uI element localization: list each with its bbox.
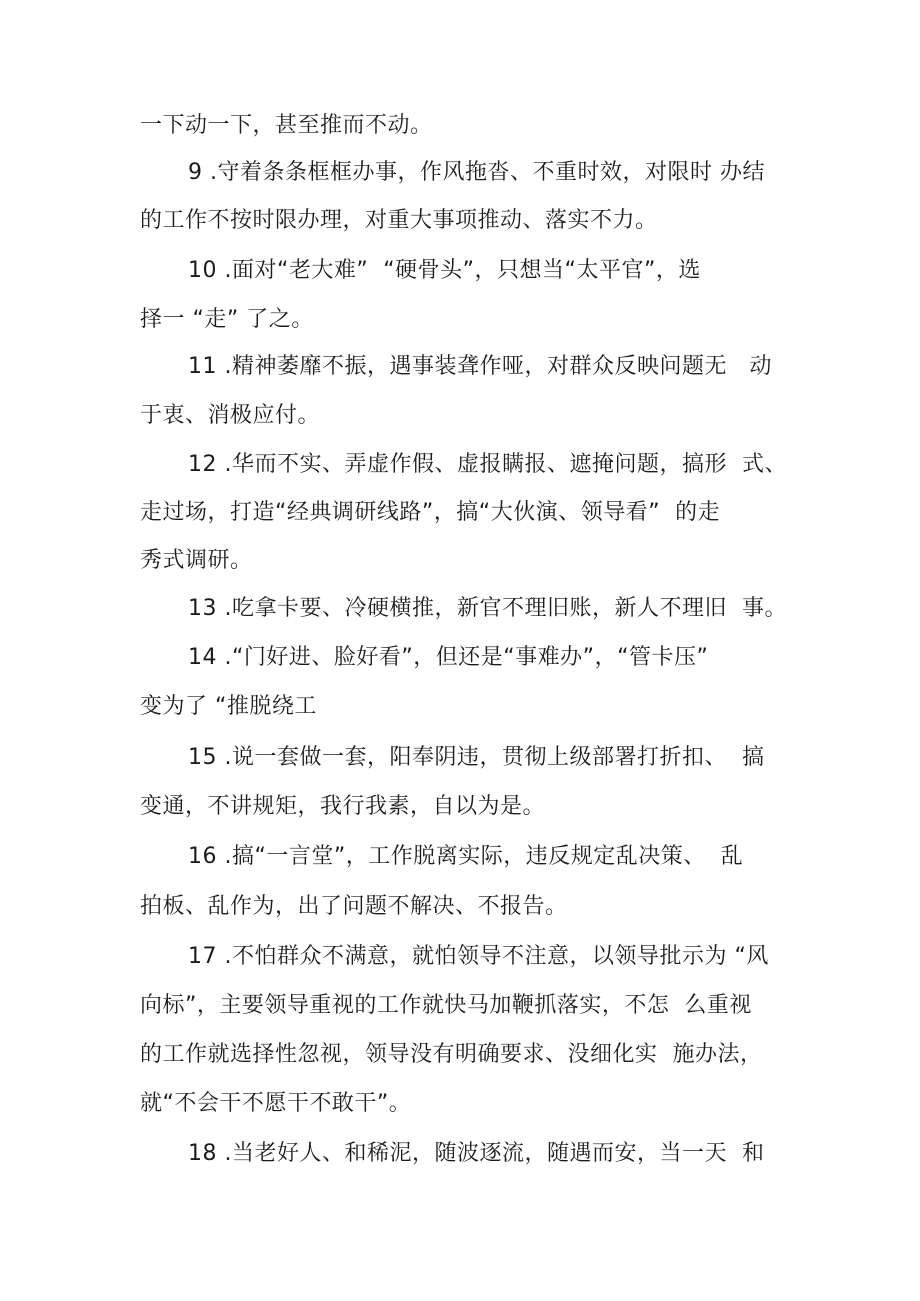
- text-line: 10 .面对“老大难” “硬骨头”，只想当“太平官”，选: [188, 258, 701, 283]
- text-line: 16 .搞“一言堂”，工作脱离实际，违反规定乱决策、 乱: [188, 844, 744, 869]
- text-line: 就“不会干不愿干不敢干”。: [140, 1091, 412, 1116]
- text-line: 拍板、乱作为，出了问题不解决、不报告。: [140, 894, 568, 919]
- text-line: 变为了 “推脱绕工: [140, 694, 317, 719]
- text-line: 走过场，打造“经典调研线路”，搞“大伙演、领导看” 的走: [140, 500, 721, 525]
- text-line: 变通，不讲规矩，我行我素，自以为是。: [140, 794, 546, 819]
- text-line: 17 .不怕群众不满意，就怕领导不注意，以领导批示为 “风: [188, 944, 769, 969]
- text-line: 的工作不按时限办理，对重大事项推动、落实不力。: [140, 208, 658, 233]
- text-line: 13 .吃拿卡要、冷硬横推，新官不理旧账，新人不理旧 事。: [188, 596, 787, 621]
- text-line: 15 .说一套做一套，阳奉阴违，贯彻上级部署打折扣、 搞: [188, 745, 765, 770]
- text-line: 9 .守着条条框框办事，作风拖沓、不重时效，对限时 办结: [188, 160, 765, 185]
- text-line: 14 .“门好进、脸好看”，但还是“事难办”，“管卡压”: [188, 645, 709, 670]
- text-line: 18 .当老好人、和稀泥，随波逐流，随遇而安，当一天 和: [188, 1141, 765, 1166]
- text-line: 11 .精神萎靡不振，遇事装聋作哑，对群众反映问题无 动: [188, 354, 772, 379]
- text-line: 的工作就选择性忽视，领导没有明确要求、没细化实 施办法，: [140, 1042, 763, 1067]
- text-line: 秀式调研。: [140, 548, 253, 573]
- text-line: 12 .华而不实、弄虚作假、虚报瞒报、遮掩问题，搞形 式、: [188, 452, 787, 477]
- text-line: 向标”，主要领导重视的工作就快马加鞭抓落实，不怎 么重视: [140, 993, 752, 1018]
- text-line: 一下动一下，甚至推而不动。: [140, 113, 433, 138]
- text-line: 于衷、消极应付。: [140, 403, 321, 428]
- text-line: 择一 “走” 了之。: [140, 307, 314, 332]
